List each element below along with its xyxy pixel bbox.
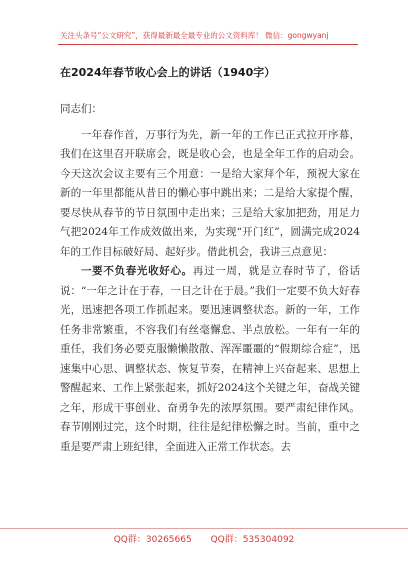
- footer-qq-group-2: QQ群：535304092: [210, 535, 295, 545]
- header-note: 关注头条号“公文研究”，获得最新最全最专业的公文资料库！ 微信：gongwyanj: [60, 31, 329, 40]
- header-divider: [58, 44, 358, 45]
- footer: [0, 532, 408, 545]
- point-one-heading: 一要不负春光收好心。: [81, 265, 193, 277]
- salutation: 同志们：: [60, 103, 102, 115]
- document-body: [60, 100, 360, 457]
- document-title: 在2024年春节收心会上的讲话（1940字）: [60, 66, 276, 79]
- point-one-text: 再过一周，就是立春时节了，俗话说：“一年之计在于春，一日之计在于晨。”我们一定要不负大好春光，迅速把各项工作抓起来。要迅速调整状态。新的一年，工作任务非常繁重，不容我们有丝毫懈怠、半点放松。一年有一年的重任，我们务必要克服懒懒散散、浑浑噩噩的“假期综合症”，迅速集中心思、调整状态、恢复节奏，在精神上兴奋起来、思想上警醒起来、工作上紧张起来，抓好2024这个关键之年，奋战关键之年，形成干事创业、奋勇争先的浓厚氛围。要严肃纪律作风。春节刚刚过完，这个时期，往往是纪律松懈之时。当前，重中之重是要严肃上班纪律，全面进入正常工作状态。去: [60, 265, 360, 453]
- footer-qq-group-1: QQ群：30265665: [113, 535, 192, 545]
- footer-divider: [0, 528, 408, 529]
- paragraph-intro: 一年春作首，万事行为先，新一年的工作已正式拉开序幕，我们在这里召开联席会，既是收心会，也是全年工作的启动会。今天这次会议主要有三个用意：一是给大家拜个年，预祝大家在新的一年里都能从昔日的懒心事中跳出来；二是给大家提个醒，要尽快从春节的节日氛围中走出来；三是给大家加把劲，用足力气把2024年工作成效做出来，为实现“开门红”，圆满完成2024年的工作目标破好局、起好步。借此机会，我讲三点意见：: [60, 128, 360, 258]
- paragraph-point-one: [60, 262, 360, 457]
